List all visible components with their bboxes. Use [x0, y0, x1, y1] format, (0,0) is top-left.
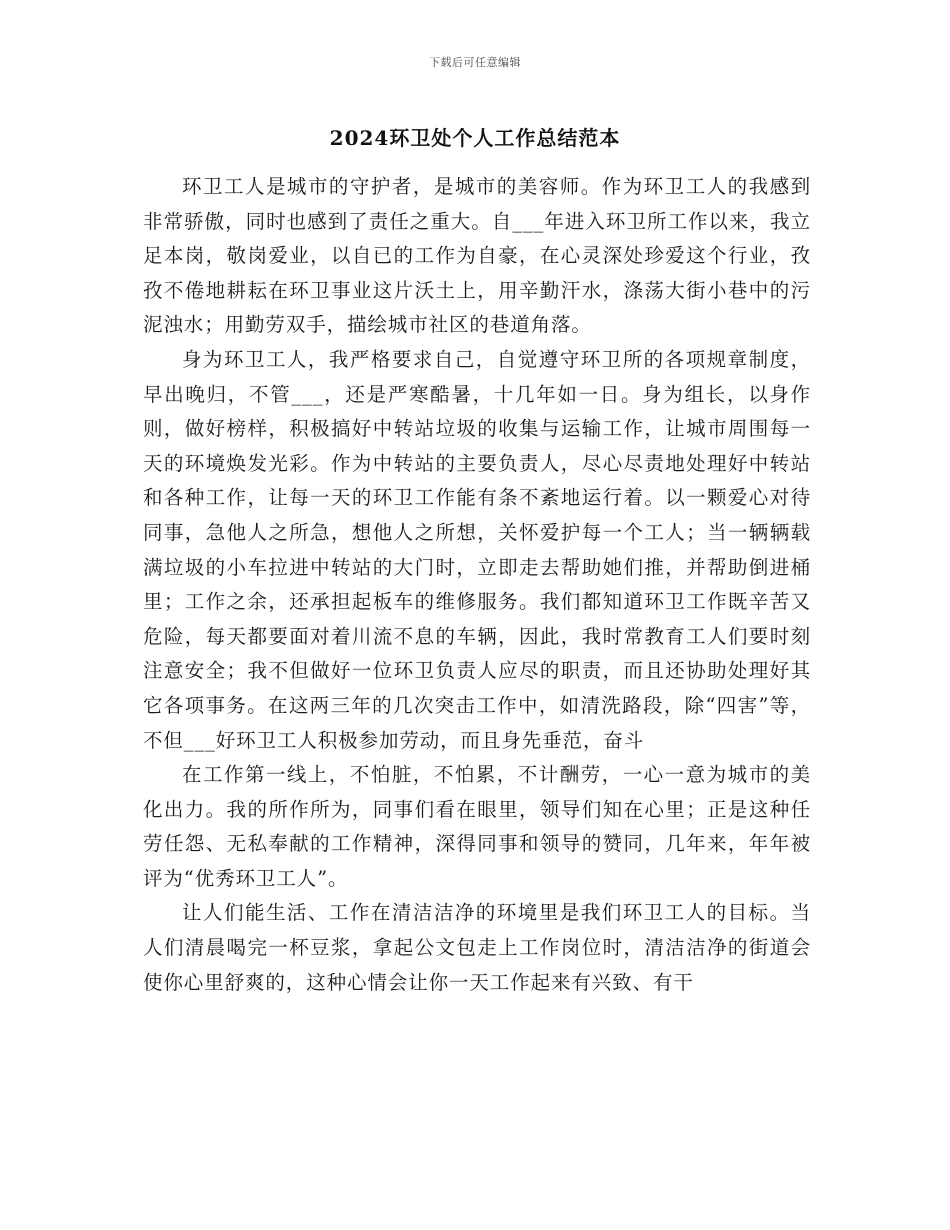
paragraph: 在工作第一线上，不怕脏，不怕累，不计酬劳，一心一意为城市的美化出力。我的所作所为，同事们看在眼里，领导们知在心里；正是这种任劳任怨、无私奉献的工作精神，深得同事和领导的赞同，几年来，年年被评为“优秀环卫工人”。	[143, 763, 811, 890]
header-note: 下载后可任意编辑	[429, 56, 521, 69]
paragraph: 身为环卫工人，我严格要求自己，自觉遵守环卫所的各项规章制度，早出晚归，不管___，还是严寒酷暑，十几年如一日。身为组长，以身作则，做好榜样，积极搞好中转站垃圾的收集与运输工作，让城市周围每一天的环境焕发光彩。作为中转站的主要负责人，尽心尽责地处理好中转站和各种工作，让每一天的环卫工作能有条不紊地运行着。以一颗爱心对待同事，急他人之所急，想他人之所想，关怀爱护每一个工人；当一辆辆载满垃圾的小车拉进中转站的大门时，立即走去帮助她们推，并帮助倒进桶里；工作之余，还承担起板车的维修服务。我们都知道环卫工作既辛苦又危险，每天都要面对着川流不息的车辆，因此，我时常教育工人们要时刻注意安全；我不但做好一位环卫负责人应尽的职责，而且还协助处理好其它各项事务。在这两三年的几次突击工作中，如清洗路段，除“四害”等，不但___好环卫工人积极参加劳动，而且身先垂范，奋斗	[143, 347, 811, 752]
paragraph: 环卫工人是城市的守护者，是城市的美容师。作为环卫工人的我感到非常骄傲，同时也感到了责任之重大。自___年进入环卫所工作以来，我立足本岗，敬岗爱业，以自已的工作为自豪，在心灵深处珍爱这个行业，孜孜不倦地耕耘在环卫事业这片沃土上，用辛勤汗水，涤荡大街小巷中的污泥浊水；用勤劳双手，描绘城市社区的巷道角落。	[143, 175, 811, 337]
document-body	[143, 170, 811, 1000]
document-title: 2024环卫处个人工作总结范本	[329, 126, 621, 150]
paragraph: 让人们能生活、工作在清洁洁净的环境里是我们环卫工人的目标。当人们清晨喝完一杯豆浆，拿起公文包走上工作岗位时，清洁洁净的街道会使你心里舒爽的，这种心情会让你一天工作起来有兴致、有干	[143, 901, 811, 994]
